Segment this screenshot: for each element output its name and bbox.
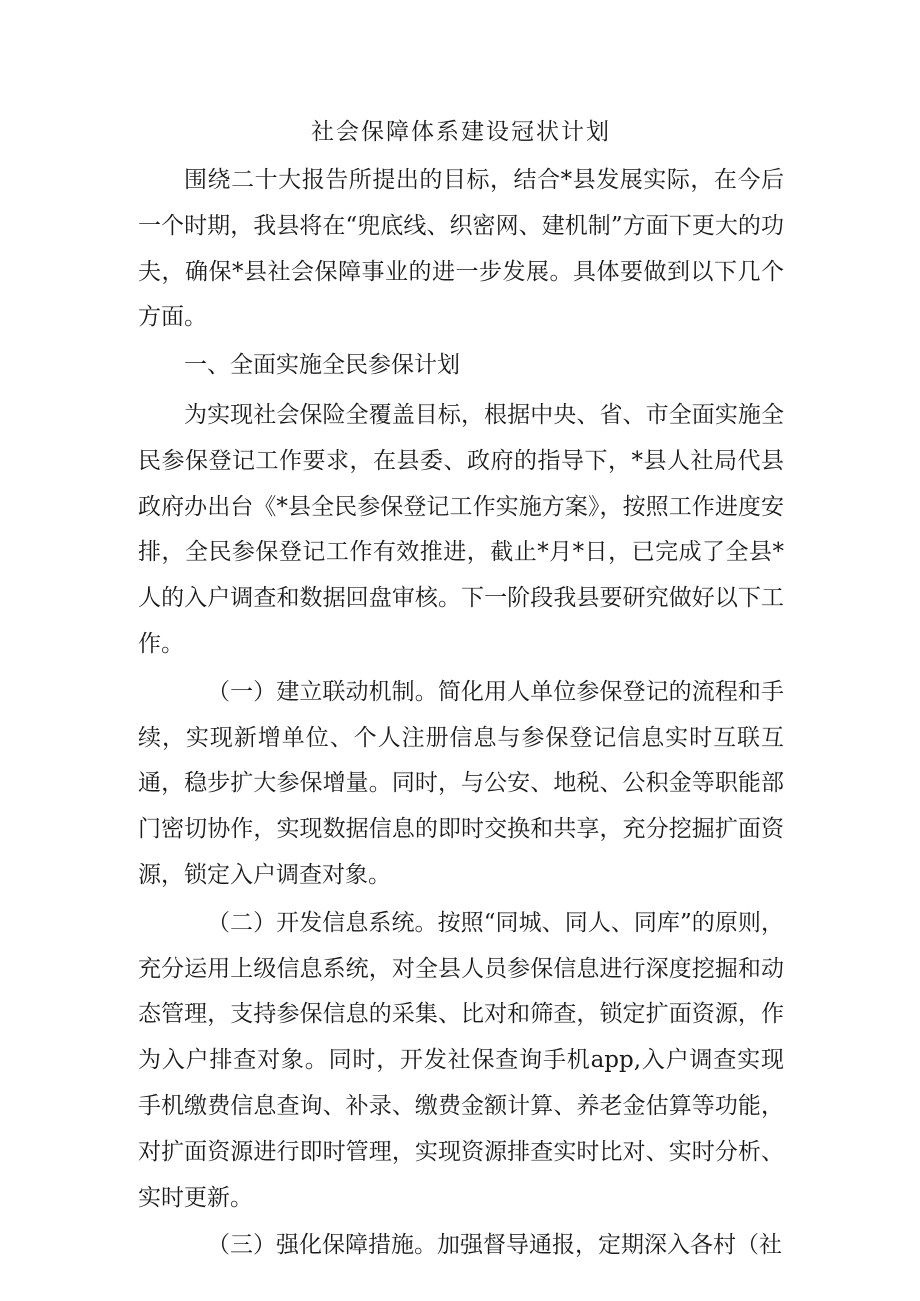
item-3-paragraph: （三）强化保障措施。加强督导通报，定期深入各村（社 <box>207 1232 782 1259</box>
section-1-body: 为实现社会保险全覆盖目标，根据中央、省、市全面实施全民参保登记工作要求，在县委、政府的指导下，*县人社局代县政府办出台《*县全民参保登记工作实施方案》，按照工作进度安排，全民参保登记工作有效推进，截止*月*日，已完成了全县*人的入户调查和数据回盘审核。下一阶段我县要研究做好以下工作。 <box>138 401 784 657</box>
intro-paragraph: 围绕二十大报告所提出的目标，结合*县发展实际，在今后一个时期，我县将在“兜底线、织密网、建机制”方面下更大的功夫，确保*县社会保障事业的进一步发展。具体要做到以下几个方面。 <box>138 167 784 331</box>
item-2-paragraph: （二）开发信息系统。按照“同城、同人、同库”的原则，充分运用上级信息系统，对全县人员参保信息进行深度挖掘和动态管理，支持参保信息的采集、比对和筛查，锁定扩面资源，作为入户排查对象。同时，开发社保查询手机app,入户调查实现手机缴费信息查询、补录、缴费金额计算、养老金估算等功能，对扩面资源进行即时管理，实现资源排查实时比对、实时分析、实时更新。 <box>138 909 784 1211</box>
section-1-heading: 一、全面实施全民参保计划 <box>184 352 460 379</box>
item-1-paragraph: （一）建立联动机制。简化用人单位参保登记的流程和手续，实现新增单位、个人注册信息与参保登记信息实时互联互通，稳步扩大参保增量。同时，与公安、地税、公积金等职能部门密切协作，实现数据信息的即时交换和共享，充分挖掘扩面资源，锁定入户调查对象。 <box>138 678 784 888</box>
document-title: 社会保障体系建设冠状计划 <box>311 119 611 145</box>
document-page <box>138 112 784 1271</box>
